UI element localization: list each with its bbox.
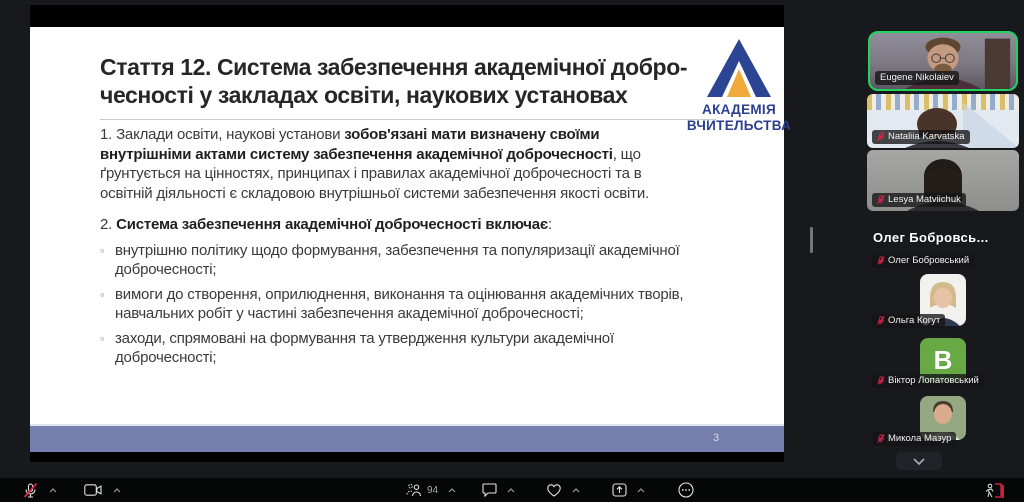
tile-viktor-initial[interactable] [867,334,1019,392]
tile-mykola-avatar[interactable] [867,394,1019,450]
slide-bullet-1: ◦ внутрішню політику щодо формування, забезпечення та популяризації академічної доброчесності; [100,241,692,280]
academy-logo [678,39,800,134]
video-options-chevron[interactable] [113,478,121,502]
video-camera-icon [84,484,102,496]
muted-mic-icon [877,132,885,141]
microphone-muted-icon [24,483,37,498]
viktor-initial-badge: В [920,338,966,382]
chevron-up-icon [572,488,580,493]
participants-count: 94 [427,484,439,496]
chevron-up-icon [637,488,645,493]
share-screen-button[interactable] [612,478,645,502]
chevron-up-icon [113,488,121,493]
slide-footer-bar [30,424,784,452]
academy-logo-icon [707,39,771,97]
eugene-name-label: Eugene Nikolaiev [875,71,959,85]
presentation-slide [30,27,792,452]
muted-mic-icon [877,256,885,265]
mykola-name-label: Микола Мазур [872,432,956,446]
oleg-name-label: Олег Бобровський [872,254,974,268]
slide-title [100,53,687,109]
logo-text-line2: ВЧИТЕЛЬСТВА [686,118,792,133]
logo-text-line1: АКАДЕМІЯ [702,102,776,117]
video-tile-nataliia[interactable] [867,94,1019,148]
leave-meeting-icon [985,482,1005,499]
slide-paragraph-1: 1. Заклади освіти, наукові установи зобов'язані мати визначену своїми внутрішніми актами систему забезпечення академічної доброчесності, що ґрунтується на цінностях, принципах і правилах академічної доброчесності та в освітній діяльності є складовою внутрішньої системи забезпечення якості освіти. [100,126,649,202]
chevron-up-icon [507,488,515,493]
nataliia-name-label: Nataliia Karvatska [872,130,970,144]
mute-button[interactable] [24,478,37,502]
participants-icon [406,484,423,497]
chevron-up-icon [49,488,57,493]
slide-paragraph-2: 2. Система забезпечення академічної доброчесності включає: [100,216,552,233]
more-ellipsis-icon [678,482,694,498]
chat-bubble-icon [482,483,497,497]
share-screen-icon [612,483,627,497]
leave-meeting-button[interactable] [985,478,1005,502]
share-chevron[interactable] [637,488,645,493]
viktor-name-label: Віктор Лопатовський [872,374,984,388]
slide-bullet-2: ◦ вимоги до створення, оприлюднення, виконання та оцінювання академічних творів, навчальних робіт у частині забезпечення академічної доброчесності; [100,285,692,324]
participants-button[interactable] [406,478,456,502]
shared-screen [30,5,792,462]
video-button[interactable] [84,478,102,502]
heart-reaction-icon [546,483,562,497]
more-options-button[interactable] [678,478,694,502]
meeting-toolbar [0,478,1024,502]
chat-button[interactable] [482,478,515,502]
reactions-chevron[interactable] [572,488,580,493]
mute-options-chevron[interactable] [49,478,57,502]
chevron-down-icon [913,458,925,465]
lesya-name-label: Lesya Matviichuk [872,193,966,207]
slide-bullet-list [100,241,692,368]
chevron-up-icon [448,488,456,493]
video-tile-eugene[interactable] [868,31,1018,91]
video-tile-lesya[interactable] [867,150,1019,211]
more-participants-button[interactable] [896,452,942,470]
slide-body [100,125,692,368]
participants-chevron[interactable] [448,488,456,493]
title-divider [100,119,716,120]
reactions-button[interactable] [546,478,580,502]
oleg-display-name: Олег Бобровсь... [873,230,989,245]
muted-mic-icon [877,376,885,385]
scrollbar-thumb[interactable] [810,227,813,253]
tile-olha-avatar[interactable] [867,272,1019,332]
muted-mic-icon [877,316,885,325]
slide-page-number: 3 [712,432,720,444]
chat-chevron[interactable] [507,488,515,493]
olha-name-label: Ольга Когут [872,314,945,328]
slide-bullet-3: ◦ заходи, спрямовані на формування та утвердження культури академічної доброчесності; [100,329,692,368]
tile-oleg-no-video[interactable] [867,214,1019,272]
muted-mic-icon [877,434,885,443]
slide-title-line2: чесності у закладах освіти, наукових установах [100,82,628,108]
slide-title-line1: Стаття 12. Система забезпечення академічної добро- [100,54,688,80]
muted-mic-icon [877,195,885,204]
